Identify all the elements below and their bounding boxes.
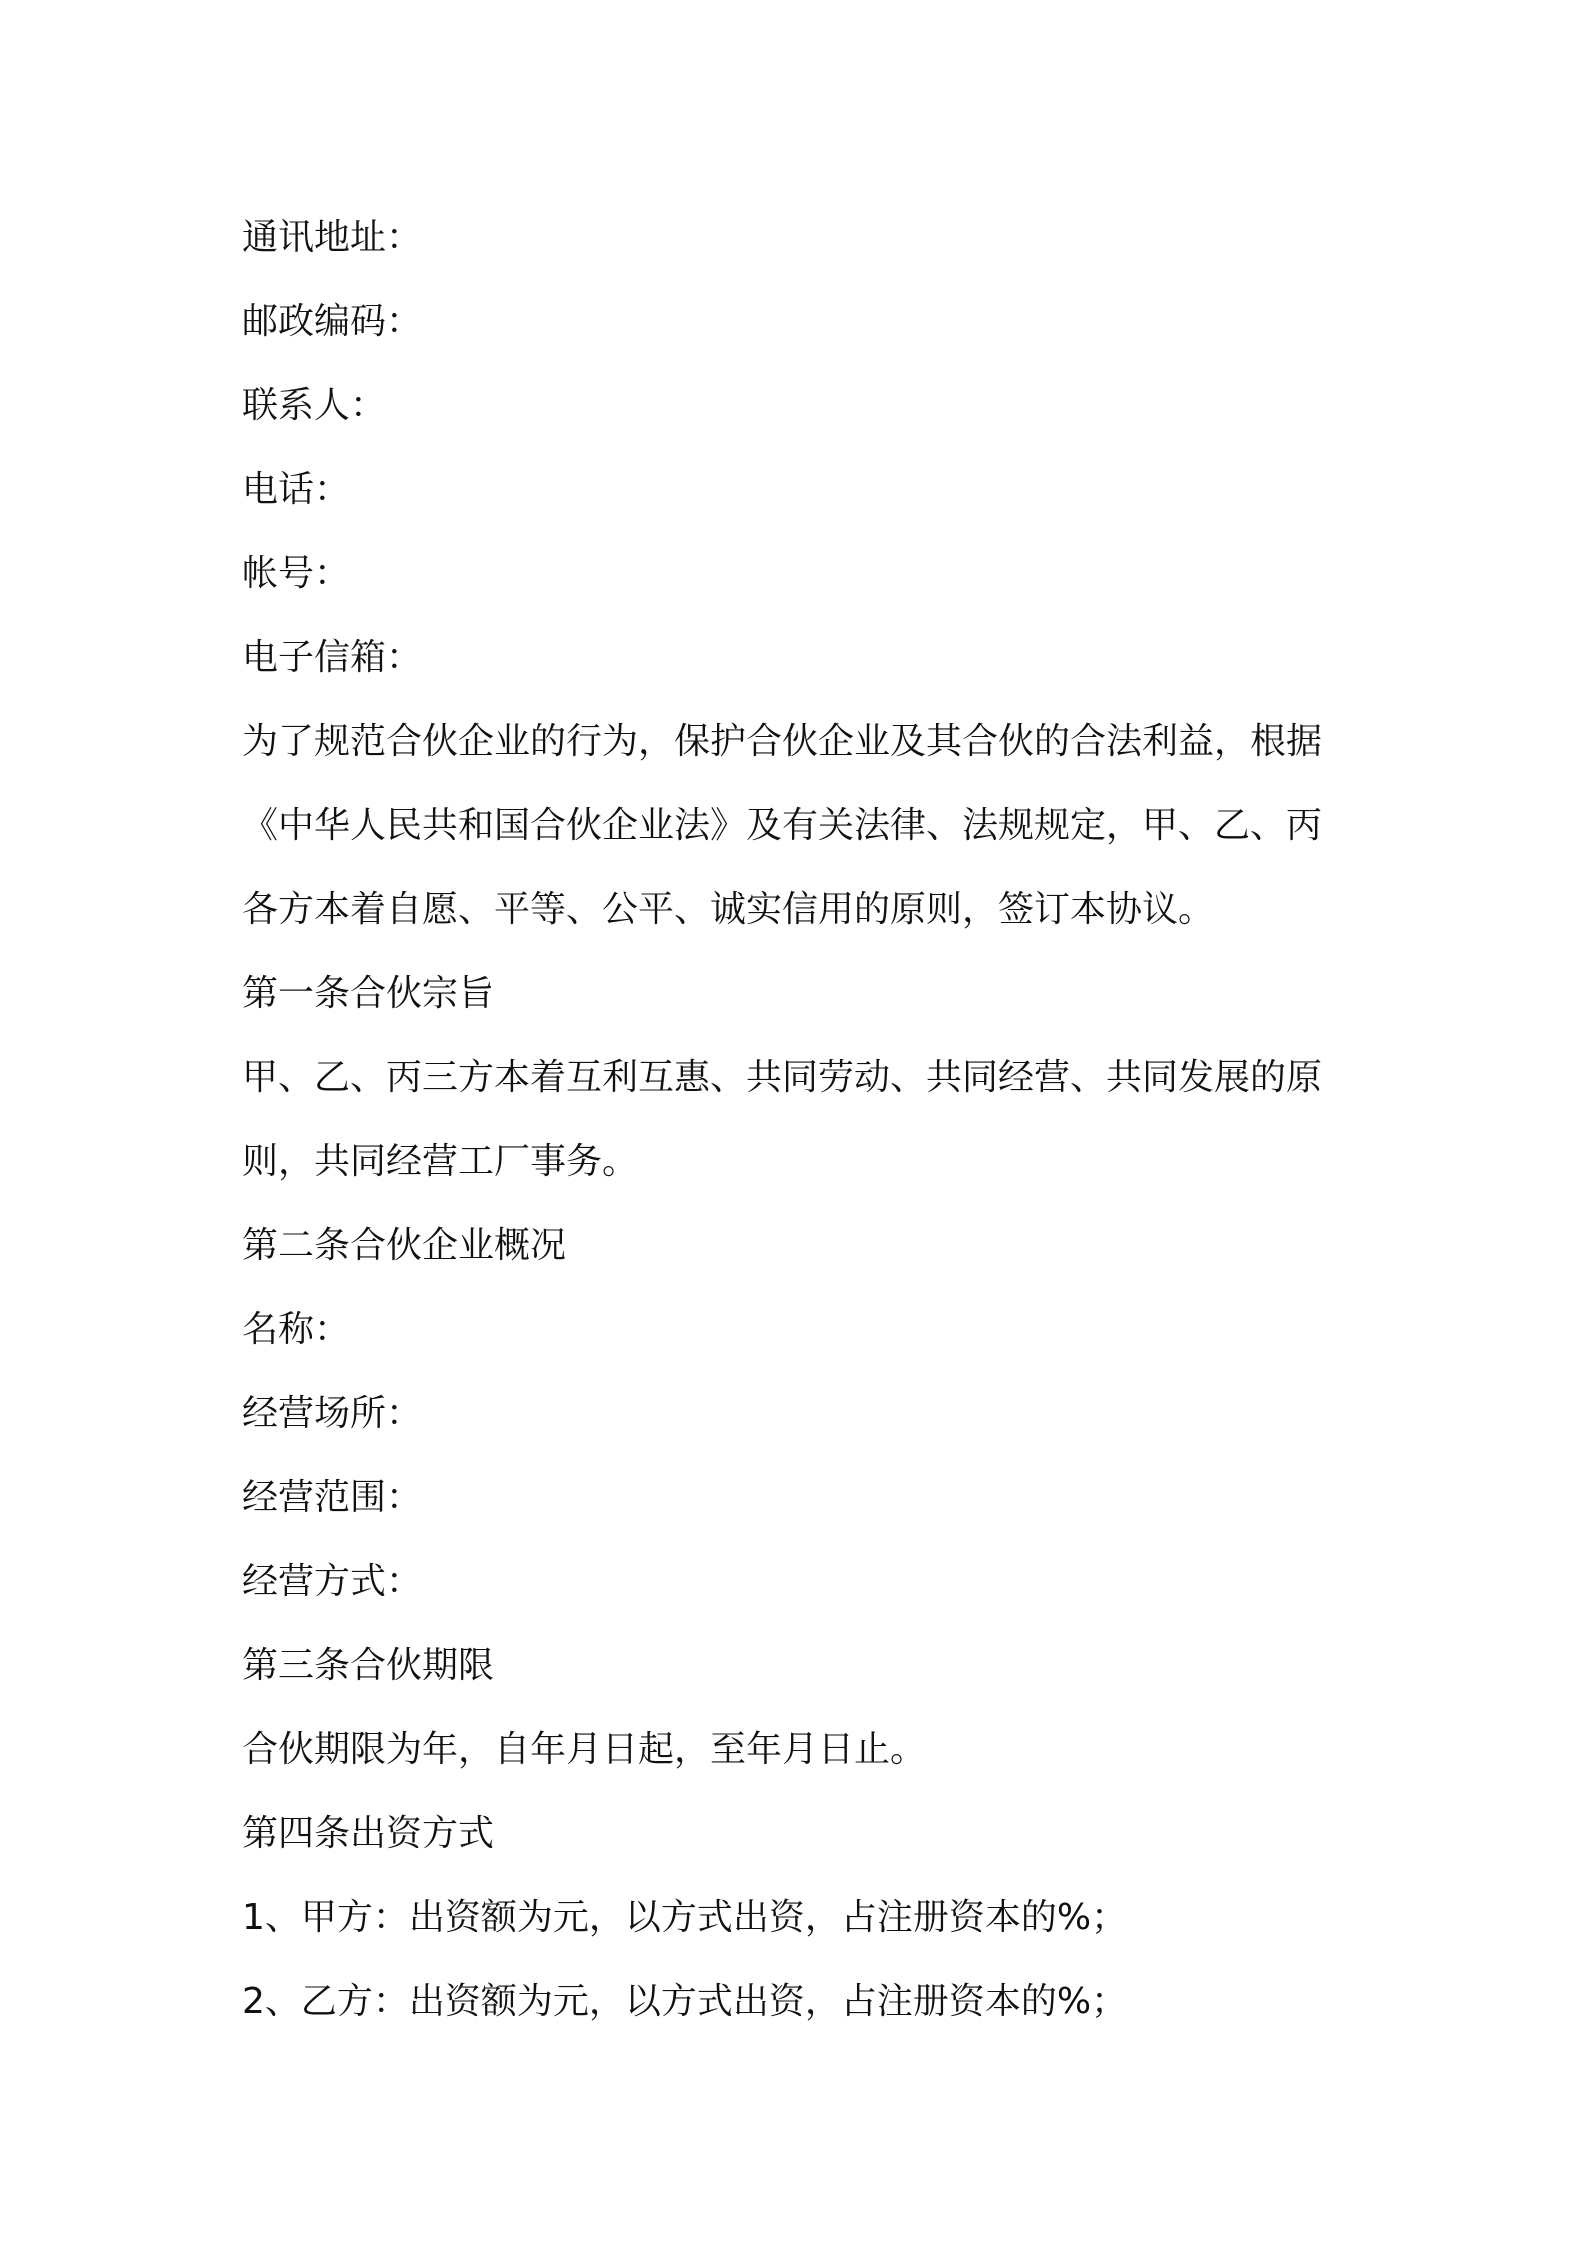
article3-body: 合伙期限为年，自年月日起，至年月日止。	[242, 1729, 927, 1770]
article2-heading: 第二条合伙企业概况	[242, 1225, 567, 1266]
account-field: 帐号：	[242, 553, 351, 594]
article3-heading: 第三条合伙期限	[242, 1645, 495, 1686]
article1-heading: 第一条合伙宗旨	[242, 973, 495, 1014]
business-scope-field: 经营范围：	[242, 1477, 423, 1518]
phone-field: 电话：	[242, 469, 351, 510]
article4-heading: 第四条出资方式	[242, 1813, 495, 1854]
postcode-field: 邮政编码：	[242, 301, 423, 342]
email-field: 电子信箱：	[242, 637, 423, 678]
business-place-field: 经营场所：	[242, 1393, 423, 1434]
business-mode-field: 经营方式：	[242, 1561, 423, 1602]
preamble-line: 各方本着自愿、平等、公平、诚实信用的原则，签订本协议。	[242, 889, 1215, 930]
article1-body-line: 则，共同经营工厂事务。	[242, 1141, 639, 1182]
contribution-item: 2、乙方：出资额为元，以方式出资，占注册资本的%；	[242, 1981, 1128, 2022]
preamble-line: 《中华人民共和国合伙企业法》及有关法律、法规规定，甲、乙、丙	[242, 805, 1323, 846]
preamble-line: 为了规范合伙企业的行为，保护合伙企业及其合伙的合法利益，根据	[242, 721, 1323, 762]
article1-body-line: 甲、乙、丙三方本着互利互惠、共同劳动、共同经营、共同发展的原	[242, 1057, 1323, 1098]
contribution-item: 1、甲方：出资额为元，以方式出资，占注册资本的%；	[242, 1897, 1128, 1938]
enterprise-name-field: 名称：	[242, 1309, 351, 1350]
document-page	[242, 196, 1362, 2044]
contact-person-field: 联系人：	[242, 385, 387, 426]
address-field: 通讯地址：	[242, 217, 423, 258]
